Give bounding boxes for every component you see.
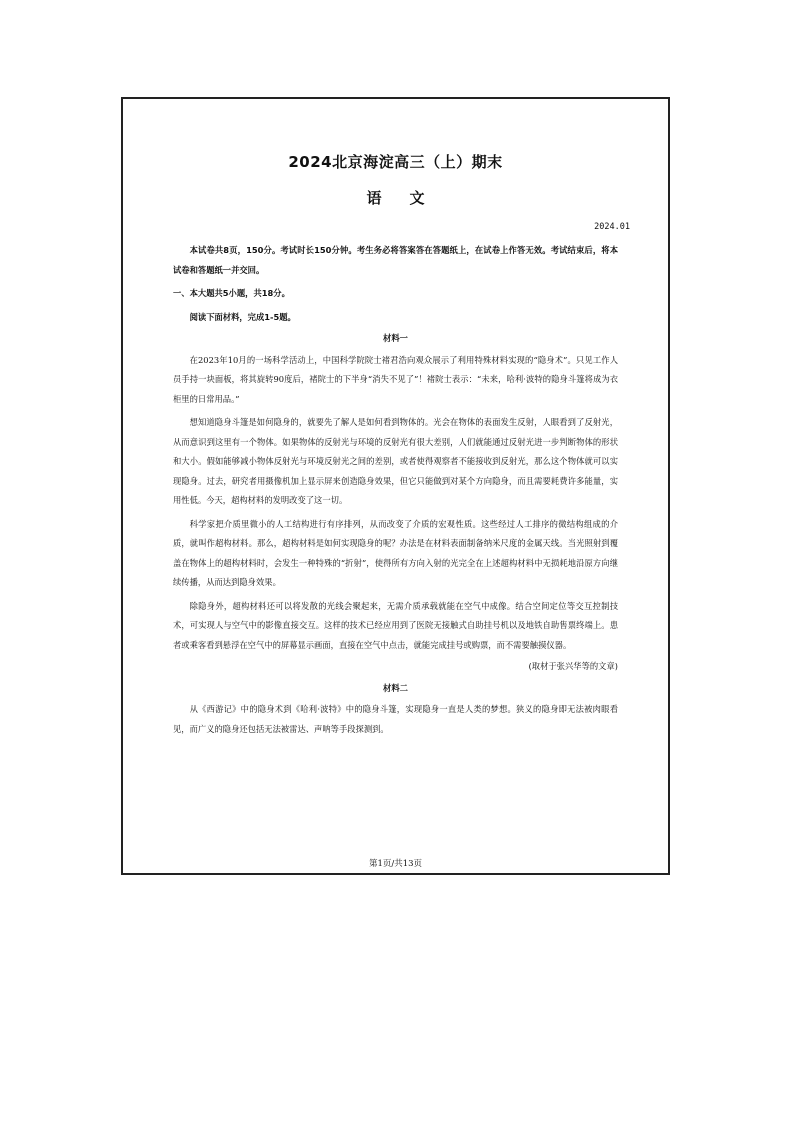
exam-content xyxy=(173,241,618,739)
material-heading: 材料二 xyxy=(383,682,408,693)
exam-page xyxy=(121,97,670,875)
instructions: 本试卷共8页，150分。考试时长150分钟。考生务必将答案答在答题纸上，在试卷上作答无效。考试结束后，将本试卷和答题纸一并交回。 xyxy=(173,245,618,275)
material-paragraph: 科学家把介质里微小的人工结构进行有序排列，从而改变了介质的宏观性质。这些经过人工排序的微结构组成的介质，就叫作超构材料。那么，超构材料是如何实现隐身的呢？办法是在材料表面制备纳米尺度的金属天线。当光照射到覆盖在物体上的超构材料时，会发生一种特殊的“折射”，使得所有方向入射的光完全在上述超构材料中无损耗地沿原方向继续传播，从而达到隐身效果。 xyxy=(173,518,618,587)
material-paragraph: 想知道隐身斗篷是如何隐身的，就要先了解人是如何看到物体的。光会在物体的表面发生反射，人眼看到了反射光，从而意识到这里有一个物体。如果物体的反射光与环境的反射光有很大差别，人们就能通过反射光进一步判断物体的形状和大小。假如能够减小物体反射光与环境反射光之间的差别，或者使得观察者不能接收到反射光，那么这个物体就可以实现隐身。过去，研究者用摄像机加上显示屏来创造隐身效果，但它只能做到对某个方向隐身，而且需要耗费许多能量，实用性低。今天，超构材料的发明改变了这一切。 xyxy=(173,417,618,505)
section-prompt: 阅读下面材料，完成1-5题。 xyxy=(189,311,296,322)
page-number: 第1页/共13页 xyxy=(368,859,423,869)
material-paragraph: 从《西游记》中的隐身术到《哈利·波特》中的隐身斗篷，实现隐身一直是人类的梦想。狭义的隐身即无法被肉眼看见，而广义的隐身还包括无法被雷达、声呐等手段探测到。 xyxy=(173,704,618,734)
exam-subject: 语文 xyxy=(366,189,453,207)
material-heading: 材料一 xyxy=(383,333,408,343)
exam-title: 2024北京海淀高三（上）期末 xyxy=(288,153,503,171)
section-heading: 一、本大题共5小题，共18分。 xyxy=(173,288,290,298)
material-source: (取材于张兴华等的文章) xyxy=(528,661,618,671)
material-paragraph: 在2023年10月的一场科学活动上，中国科学院院士褚君浩向观众展示了利用特殊材料实现的“隐身术”。只见工作人员手持一块面板，将其旋转90度后，褚院士的下半身“消失不见了”！褚院士表示：“未来，哈利·波特的隐身斗篷将成为衣柜里的日常用品。” xyxy=(173,354,618,404)
material-paragraph: 除隐身外，超构材料还可以将发散的光线会聚起来，无需介质承载就能在空气中成像。结合空间定位等交互控制技术，可实现人与空气中的影像直接交互。这样的技术已经应用到了医院无接触式自助挂号机以及地铁自助售票终端上。患者或乘客看到悬浮在空气中的屏幕显示画面，直接在空气中点击，就能完成挂号或购票，而不需要触摸仪器。 xyxy=(173,600,618,650)
exam-date: 2024.01 xyxy=(594,222,630,232)
